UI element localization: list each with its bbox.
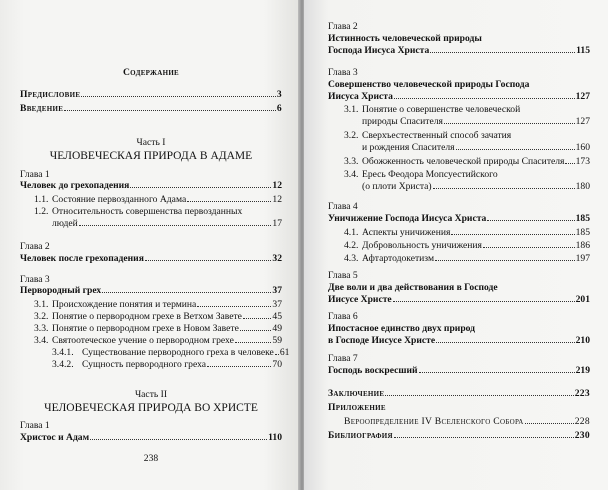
section-number: 3.4.: [344, 169, 359, 180]
toc-entry-section: Аспекты уничижения 185: [362, 227, 590, 238]
chapter-label: Глава 2: [328, 21, 358, 32]
toc-entry-preface: [20, 89, 282, 100]
toc-entry-chapter: Христос и Адам 110: [20, 432, 282, 443]
section-number: 3.1.: [34, 299, 49, 310]
section-number: 3.4.: [34, 335, 49, 346]
toc-entry-chapter: Человек до грехопадения 12: [20, 180, 282, 191]
toc-entry-introduction: [20, 103, 282, 114]
part-1-title: ЧЕЛОВЕЧЕСКАЯ ПРИРОДА В АДАМЕ: [49, 150, 253, 162]
chapter-label: Глава 7: [328, 353, 358, 364]
section-number: 4.1.: [344, 227, 359, 238]
toc-entry-chapter: Первородный грех 37: [20, 285, 282, 296]
toc-entry-section: Афтартодокетизм 197: [362, 253, 590, 264]
toc-entry-section: Добровольность уничижения 186: [362, 240, 590, 251]
subsection-number: 3.4.2.: [52, 359, 74, 370]
chapter-label: Глава 6: [328, 311, 358, 322]
toc-entry-chapter: Иисуса Христа 127: [328, 91, 590, 102]
toc-entry-section: Понятие о первородном грехе в Новом Завете 49: [52, 323, 282, 334]
chapter-label: Глава 1: [20, 420, 50, 431]
chapter-label: Глава 4: [328, 201, 358, 212]
right-page: [304, 0, 608, 490]
toc-entry-chapter: Господа Иисуса Христа 115: [328, 45, 590, 56]
subsection-number: 3.4.1.: [52, 347, 74, 358]
section-number: 1.1.: [34, 194, 49, 205]
part-1-label: Часть I: [136, 137, 166, 148]
chapter-title-line: Две воли и два действования в Господе: [328, 282, 498, 293]
toc-entry-subsection: Сущность первородного греха 70: [82, 359, 282, 370]
toc-entry-chapter: Уничижение Господа Иисуса Христа 185: [328, 213, 590, 224]
section-number: 3.2.: [344, 130, 359, 141]
chapter-title-line: Истинность человеческой природы: [328, 33, 482, 44]
toc-heading: Содержание: [122, 67, 180, 78]
toc-entry-section: и рождения Спасителя 160: [362, 142, 590, 153]
part-2-label: Часть II: [134, 389, 168, 400]
toc-entry-section: Понятие о первородном грехе в Ветхом Завете 45: [52, 311, 282, 322]
toc-entry-bibliography: Библиография 230: [328, 430, 590, 441]
toc-entry-section: людей 17: [52, 218, 282, 229]
toc-entry-section: природы Спасителя 127: [362, 116, 590, 127]
chapter-label: Глава 3: [20, 274, 50, 285]
section-number: 4.2.: [344, 240, 359, 251]
section-number: 3.1.: [344, 104, 359, 115]
toc-entry-section: Святоотеческое учение о первородном грехе 59: [52, 335, 282, 346]
toc-entry-appendix-item: Вероопределение IV Вселенского Собора 228: [344, 416, 590, 427]
entry-page: 3: [276, 89, 282, 100]
chapter-label: Глава 1: [20, 169, 50, 180]
toc-entry-chapter: Иисусе Христе 201: [328, 294, 590, 305]
part-2-title: ЧЕЛОВЕЧЕСКАЯ ПРИРОДА ВО ХРИСТЕ: [44, 402, 258, 414]
toc-entry-section: (о плоти Христа) 180: [362, 181, 590, 192]
toc-entry-section: Обожженность человеческой природы Спасителя 173: [362, 156, 590, 167]
entry-title: Предисловие: [20, 89, 81, 100]
toc-entry-chapter: Господь воскресший 219: [328, 365, 590, 376]
entry-title: Введение: [20, 103, 64, 114]
section-number: 3.3.: [34, 323, 49, 334]
section-number: 3.2.: [34, 311, 49, 322]
section-number: 4.3.: [344, 253, 359, 264]
chapter-title-line: Совершенство человеческой природы Господа: [328, 79, 530, 90]
toc-entry-chapter: в Господе Иисусе Христе 210: [328, 335, 590, 346]
section-title-line: Сверхъестественный способ зачатия: [362, 130, 512, 141]
chapter-title-line: Ипостасное единство двух природ: [328, 323, 476, 334]
section-title-line: Понятие о совершенстве человеческой: [362, 104, 521, 115]
chapter-label: Глава 3: [328, 67, 358, 78]
page-number: 238: [143, 453, 159, 464]
chapter-label: Глава 2: [20, 241, 50, 252]
toc-entry-conclusion: Заключение 223: [328, 388, 590, 399]
toc-entry-section: Состояние первозданного Адама 12: [52, 194, 282, 205]
toc-entry-chapter: Человек после грехопадения 32: [20, 253, 282, 264]
left-page: [0, 0, 300, 490]
chapter-label: Глава 5: [328, 270, 358, 281]
toc-entry-subsection: Существование первородного греха в человеке 61: [82, 347, 290, 358]
entry-page: 6: [276, 103, 282, 114]
section-number: 3.3.: [344, 156, 359, 167]
section-title-line: Ересь Феодора Мопсуестийского: [362, 169, 498, 180]
toc-entry-section: Происхождение понятия и термина 37: [52, 299, 282, 310]
toc-entry-appendix: Приложение: [328, 402, 386, 413]
section-title-line: Относительность совершенства первозданных: [52, 206, 243, 217]
section-number: 1.2.: [34, 206, 49, 217]
